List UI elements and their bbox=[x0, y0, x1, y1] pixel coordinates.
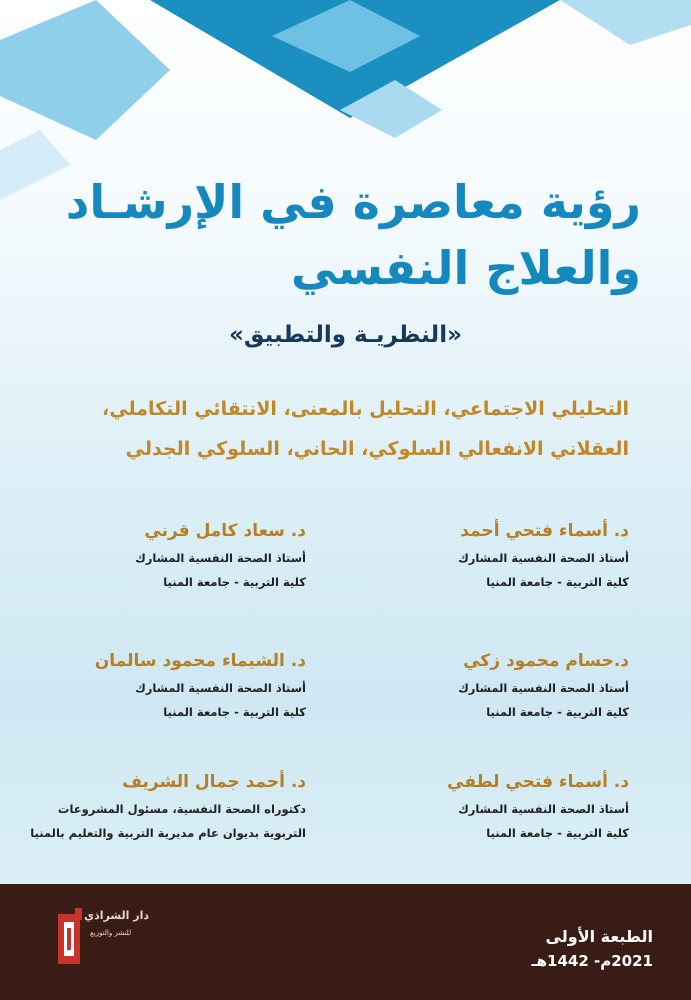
publisher-name: دار الشراذي bbox=[84, 909, 150, 922]
author-block bbox=[26, 649, 306, 720]
author-block bbox=[349, 770, 629, 841]
author-affiliation: كلية التربية - جامعة المنيا bbox=[486, 826, 629, 840]
author-title: أستاذ الصحة النفسية المشارك bbox=[458, 551, 629, 565]
book-title-line2: والعلاج النفسي bbox=[291, 241, 641, 295]
author-affiliation: التربوية بديوان عام مديرية التربية والتعليم بالمنيا bbox=[30, 826, 306, 840]
edition-label: الطبعة الأولى bbox=[545, 927, 653, 946]
author-title: أستاذ الصحة النفسية المشارك bbox=[135, 681, 306, 695]
book-subtitle: «النظريـة والتطبيق» bbox=[229, 322, 462, 348]
author-title: دكتوراه الصحة النفسية، مسئول المشروعات bbox=[57, 802, 306, 816]
author-block bbox=[26, 519, 306, 590]
author-name: د. أسماء فتحي لطفي bbox=[447, 772, 629, 792]
publisher-tagline: للنشر والتوزيع bbox=[90, 929, 132, 937]
diamond-shape bbox=[560, 0, 691, 45]
author-name: د. أحمد جمال الشريف bbox=[122, 772, 306, 792]
author-block bbox=[349, 649, 629, 720]
edition-date: 2021م- 1442هـ bbox=[531, 952, 653, 970]
author-name: د.حسام محمود زكي bbox=[463, 651, 629, 671]
book-title-line1: رؤية معاصرة في الإرشـاد bbox=[65, 175, 641, 229]
footer-band bbox=[0, 884, 691, 1000]
author-affiliation: كلية التربية - جامعة المنيا bbox=[163, 575, 306, 589]
author-name: د. أسماء فتحي أحمد bbox=[460, 521, 629, 541]
author-title: أستاذ الصحة النفسية المشارك bbox=[458, 802, 629, 816]
author-block bbox=[349, 519, 629, 590]
author-title: أستاذ الصحة النفسية المشارك bbox=[458, 681, 629, 695]
author-affiliation: كلية التربية - جامعة المنيا bbox=[163, 705, 306, 719]
methods-line1: التحليلي الاجتماعي، التحليل بالمعنى، الانتقائي التكاملي، bbox=[102, 398, 629, 420]
methods-line2: العقلاني الانفعالي السلوكي، الحاني، السلوكي الجدلي bbox=[125, 438, 629, 460]
author-affiliation: كلية التربية - جامعة المنيا bbox=[486, 705, 629, 719]
author-block bbox=[26, 770, 306, 841]
author-name: د. سعاد كامل قرني bbox=[144, 521, 306, 541]
author-affiliation: كلية التربية - جامعة المنيا bbox=[486, 575, 629, 589]
edition-info bbox=[532, 926, 653, 972]
author-title: أستاذ الصحة النفسية المشارك bbox=[135, 551, 306, 565]
author-name: د. الشيماء محمود سالمان bbox=[94, 651, 306, 671]
diamond-shape bbox=[0, 0, 170, 140]
